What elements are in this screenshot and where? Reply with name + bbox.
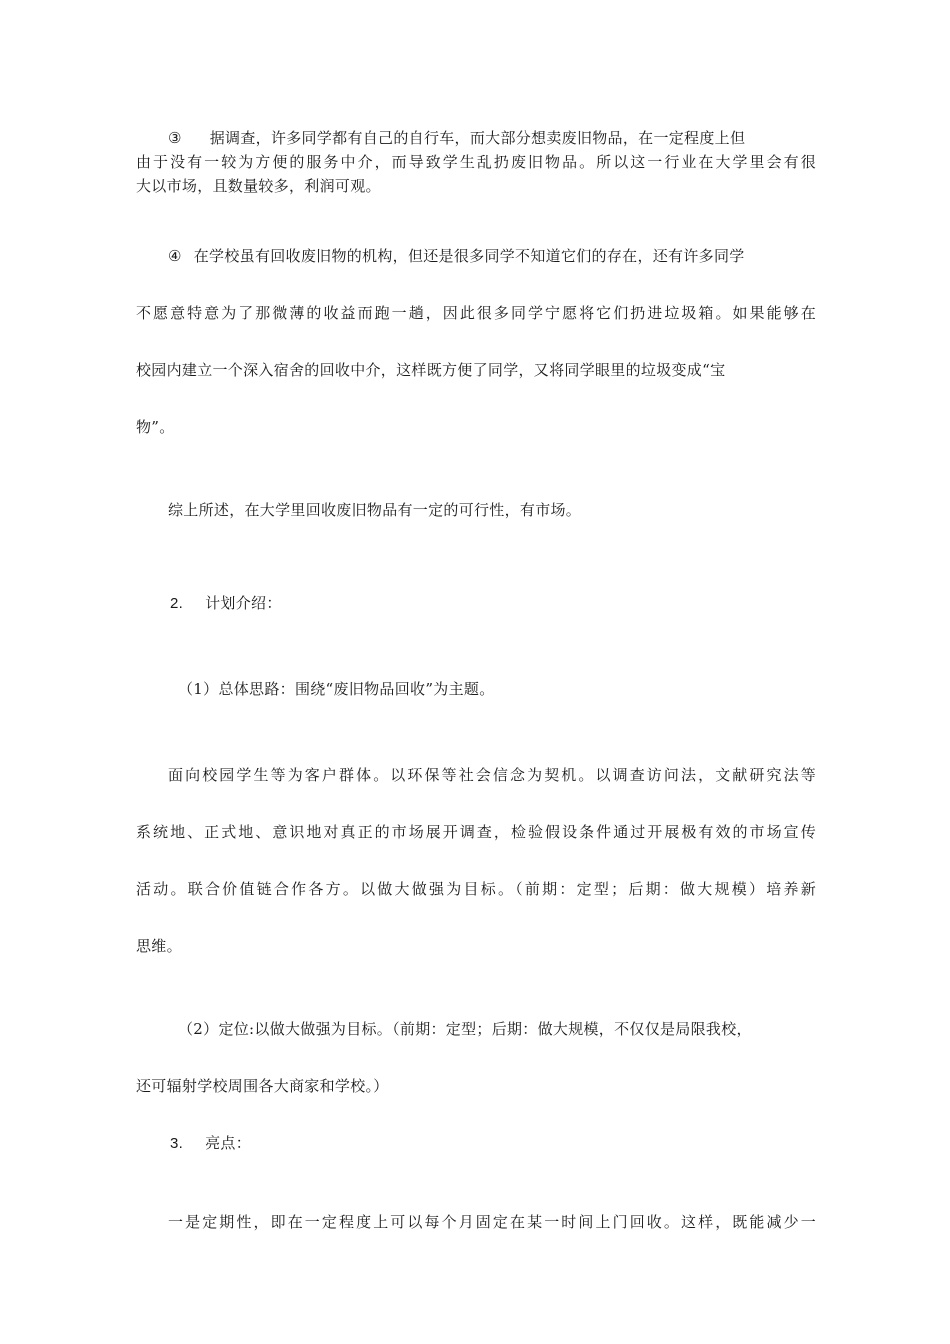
item2-line-2: 还可辐射学校周围各大商家和学校。） bbox=[136, 1077, 389, 1095]
item2-text-1: 定位:以做大做强为目标。（前期：定型；后期：做大规模，不仅仅是局限我校， bbox=[218, 1020, 752, 1038]
para3-marker: ③ bbox=[168, 129, 182, 147]
para4-line-4: 物”。 bbox=[136, 418, 175, 436]
section3-heading bbox=[170, 1133, 251, 1154]
section2-number: 2. bbox=[170, 595, 184, 612]
item1-marker: （1） bbox=[178, 680, 219, 698]
section3-title: 亮点： bbox=[205, 1134, 252, 1152]
plan-line-4: 思维。 bbox=[136, 937, 182, 955]
plan-line-2: 系统地、正式地、意识地对真正的市场展开调查，检验假设条件通过开展极有效的市场宣传 bbox=[136, 823, 816, 841]
para4-line-1 bbox=[168, 246, 745, 266]
section2-heading bbox=[170, 593, 282, 614]
item1-line bbox=[178, 679, 495, 699]
plan-line-1: 面向校园学生等为客户群体。以环保等社会信念为契机。以调查访问法，文献研究法等 bbox=[168, 766, 816, 784]
para4-marker: ④ bbox=[168, 247, 182, 265]
item2-line-1 bbox=[178, 1019, 826, 1039]
para4-text-1: 在学校虽有回收废旧物的机构，但还是很多同学不知道它们的存在，还有许多同学 bbox=[193, 247, 745, 265]
para3-text-1: 据调查，许多同学都有自己的自行车，而大部分想卖废旧物品，在一定程度上但 bbox=[209, 129, 746, 147]
section2-title: 计划介绍： bbox=[205, 594, 282, 612]
para3-line-1 bbox=[168, 128, 816, 148]
highlight-line-1: 一是定期性，即在一定程度上可以每个月固定在某一时间上门回收。这样，既能减少一 bbox=[168, 1213, 816, 1231]
para3-line-2: 由于没有一较为方便的服务中介，而导致学生乱扔废旧物品。所以这一行业在大学里会有很 bbox=[136, 153, 816, 171]
para3-line-3: 大以市场，且数量较多，利润可观。 bbox=[136, 177, 381, 195]
item1-text: 总体思路：围绕“废旧物品回收”为主题。 bbox=[218, 680, 495, 698]
plan-line-3: 活动。联合价值链合作各方。以做大做强为目标。（前期：定型；后期：做大规模）培养新 bbox=[136, 880, 816, 898]
item2-marker: （2） bbox=[178, 1020, 219, 1038]
section3-number: 3. bbox=[170, 1135, 184, 1152]
para4-line-2: 不愿意特意为了那微薄的收益而跑一趟，因此很多同学宁愿将它们扔进垃圾箱。如果能够在 bbox=[136, 304, 816, 322]
para4-line-3: 校园内建立一个深入宿舍的回收中介，这样既方便了同学，又将同学眼里的垃圾变成“宝 bbox=[136, 361, 726, 379]
summary-line: 综上所述，在大学里回收废旧物品有一定的可行性，有市场。 bbox=[168, 501, 582, 519]
